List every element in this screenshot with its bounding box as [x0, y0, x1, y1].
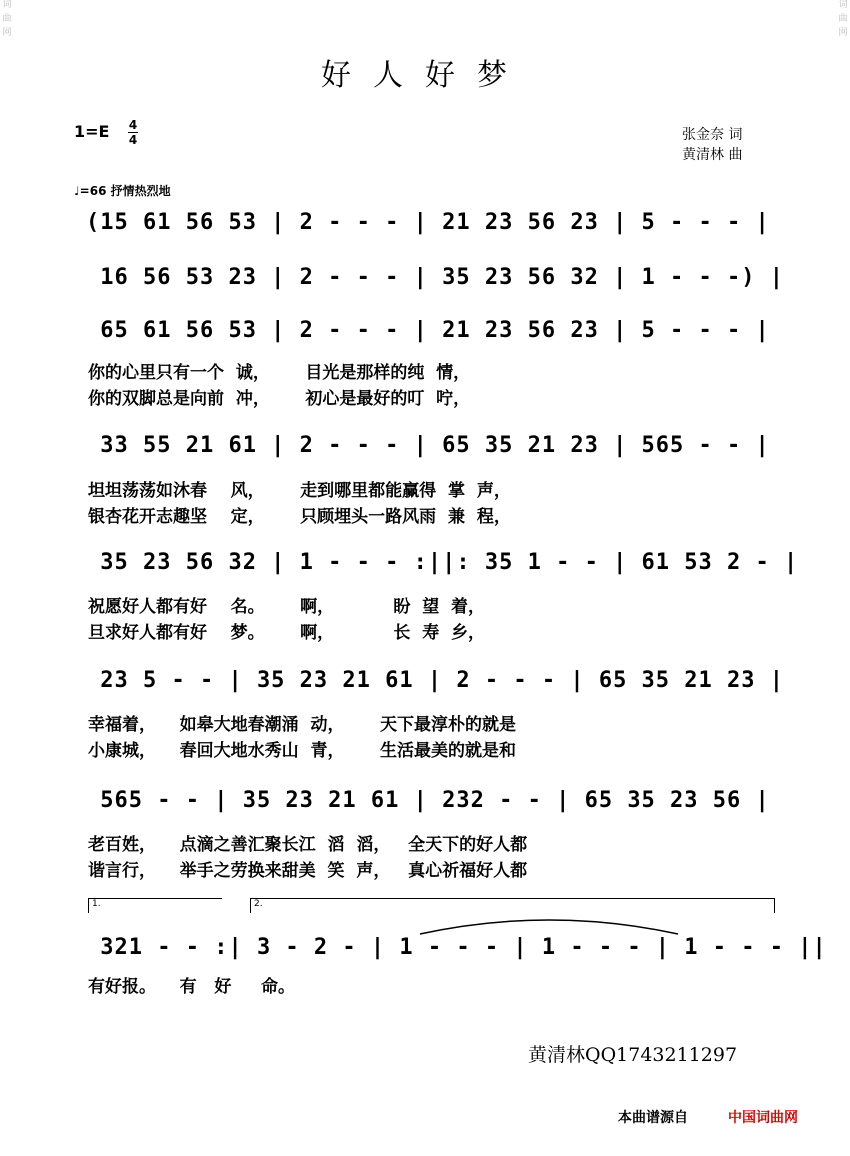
- notation-row-3: 65 61 56 53 | 2 - - - | 21 23 56 23 | 5 - - - |: [86, 318, 770, 343]
- watermark-char: 网: [838, 28, 848, 38]
- lyric-row-8-verse-1: 有好报。 有 好 命。: [88, 977, 296, 997]
- lyric-row-7-verse-2: 谐言行， 举手之劳换来甜美 笑 声， 真心祈福好人都: [88, 861, 528, 881]
- lyric-row-5-verse-1: 祝愿好人都有好 名。 啊， 盼 望 着，: [88, 597, 486, 617]
- notation-row-2: 16 56 53 23 | 2 - - - | 35 23 56 32 | 1 - - -) |: [86, 265, 785, 290]
- arranger-signature: 黄清林QQ1743211297: [528, 1044, 738, 1066]
- notation-row-7: 565 - - | 35 23 21 61 | 232 - - | 65 35 23 56 |: [86, 788, 770, 813]
- watermark-left: [0, 0, 14, 1156]
- song-title: 好人好梦: [321, 58, 529, 93]
- lyric-row-6-verse-2: 小康城， 春回大地水秀山 青， 生活最美的就是和: [88, 741, 517, 761]
- watermark-char: 词: [838, 0, 848, 10]
- source-site-link[interactable]: 中国词曲网: [728, 1110, 798, 1126]
- watermark-char: 曲: [838, 14, 848, 24]
- key-signature: 1=E: [74, 122, 110, 141]
- lyric-row-5-verse-2: 旦求好人都有好 梦。 啊， 长 寿 乡，: [88, 623, 486, 643]
- lyric-row-6-verse-1: 幸福着， 如皋大地春潮涌 动， 天下最淳朴的就是: [88, 715, 517, 735]
- volta-2-bracket: [250, 898, 775, 913]
- lyric-row-3-verse-2: 你的双脚总是向前 冲， 初心是最好的叮 咛，: [88, 389, 471, 409]
- tie-arc: [418, 912, 680, 936]
- tempo-marking: ♩=66 抒情热烈地: [74, 184, 171, 198]
- lyricist: 张金奈 词: [682, 127, 743, 143]
- notation-row-8: 321 - - :| 3 - 2 - | 1 - - - | 1 - - - | 1 - - - ||: [86, 935, 827, 960]
- time-bottom: 4: [128, 133, 138, 147]
- composer: 黄清林 曲: [682, 147, 743, 163]
- volta-2-label: 2.: [254, 899, 263, 909]
- lyric-row-4-verse-1: 坦坦荡荡如沐春 风， 走到哪里都能赢得 掌 声，: [88, 481, 511, 501]
- watermark-char: 网: [2, 28, 12, 38]
- watermark-char: 词: [2, 0, 12, 10]
- lyric-row-3-verse-1: 你的心里只有一个 诚， 目光是那样的纯 情，: [88, 363, 471, 383]
- watermark-char: 曲: [2, 14, 12, 24]
- watermark-right: [836, 0, 850, 1156]
- notation-row-5: 35 23 56 32 | 1 - - - :||: 35 1 - - | 61 53 2 - |: [86, 550, 799, 575]
- lyric-row-7-verse-1: 老百姓， 点滴之善汇聚长江 滔 滔， 全天下的好人都: [88, 835, 528, 855]
- time-signature: [128, 119, 138, 146]
- notation-row-4: 33 55 21 61 | 2 - - - | 65 35 21 23 | 565 - - |: [86, 433, 770, 458]
- lyric-row-4-verse-2: 银杏花开志趣坚 定， 只顾埋头一路风雨 兼 程，: [88, 507, 511, 527]
- time-top: 4: [128, 118, 138, 132]
- volta-1-bracket: [88, 898, 222, 913]
- notation-row-6: 23 5 - - | 35 23 21 61 | 2 - - - | 65 35 21 23 |: [86, 668, 785, 693]
- notation-row-1: (15 61 56 53 | 2 - - - | 21 23 56 23 | 5 - - - |: [86, 210, 770, 235]
- source-label: 本曲谱源自: [618, 1110, 688, 1126]
- volta-1-label: 1.: [92, 899, 101, 909]
